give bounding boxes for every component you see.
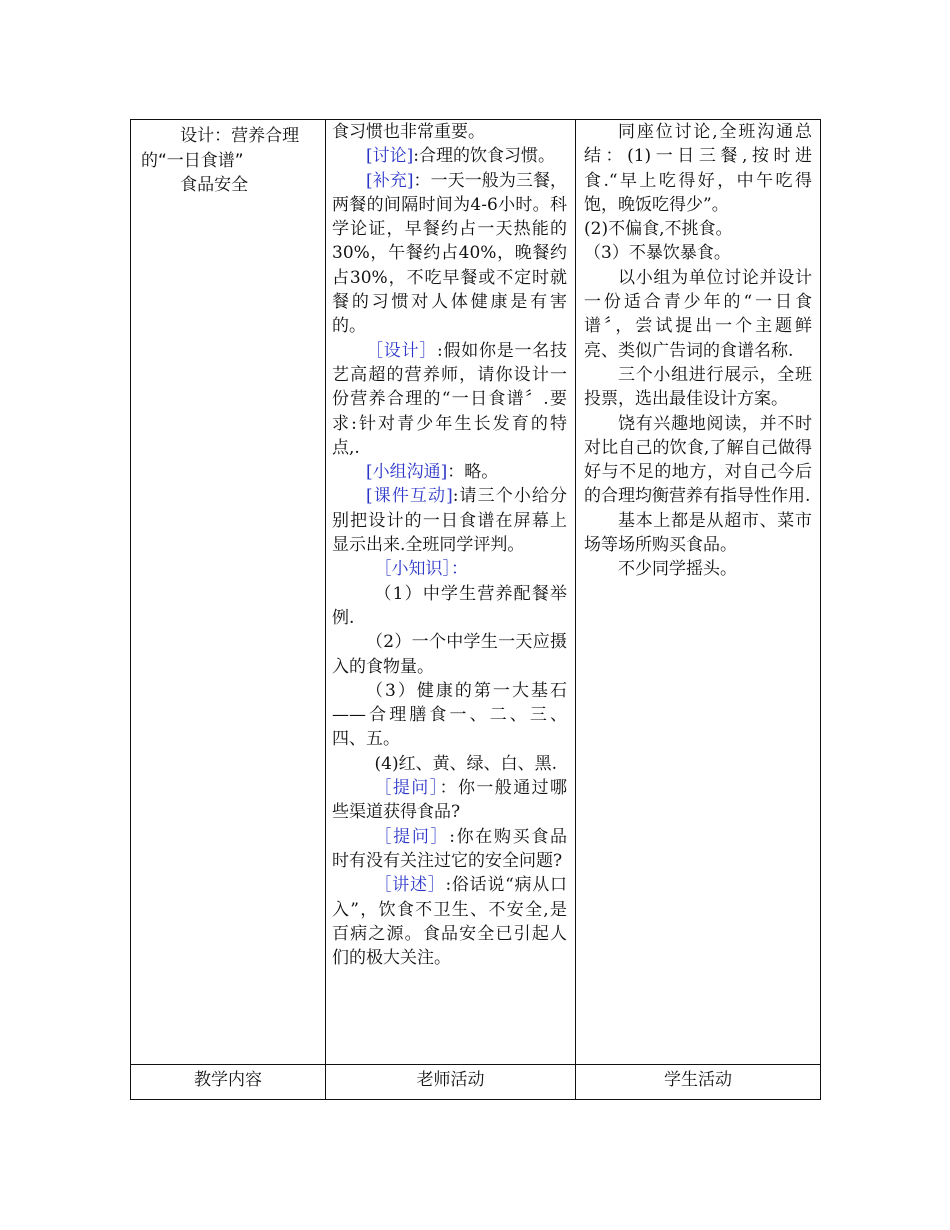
student-text: 饶有兴趣地阅读，并不时对比自己的饮食,了解自己做得好与不足的地方，对自己今后的合理均衡营养有指导性作用.: [584, 413, 812, 507]
teacher-text: :假如你是一名技艺高超的营养师，请你设计一份营养合理的“一日食谱〞.要求:针对青少年生长发育的特点,.: [332, 340, 568, 458]
knowledge-tag: ［小知识］：: [374, 559, 468, 580]
lesson-plan-table: [130, 119, 821, 1100]
teacher-activity-cell: [326, 120, 576, 1065]
content-line-3: 食品安全: [180, 175, 249, 195]
question-tag: ［提问］: [374, 826, 450, 847]
teacher-text: ：一天一般为三餐，两餐的间隔时间为4-6小时。科学论证，早餐约占一天热能的30%，午餐约占40%，晚餐约占30%，不吃早餐或不定时就餐的习惯对人体健康是有害的。: [332, 170, 568, 337]
group-communication-tag: [小组沟通]: [366, 462, 448, 483]
content-line-2: 的“一日食谱”: [141, 150, 244, 171]
student-activity-cell: [576, 120, 821, 1065]
teacher-text: （2）一个中学生一天应摄入的食物量。: [332, 632, 567, 677]
content-cell: [131, 120, 326, 1065]
content-line-1: 设计：营养合理: [180, 126, 300, 146]
teacher-text: :请三个小给分别把设计的一日食谱在屏幕上显示出来.全班同学评判。: [332, 486, 568, 556]
header-content: 教学内容: [131, 1065, 326, 1100]
student-text: (2)不偏食,不挑食。: [584, 219, 733, 240]
student-text: 同座位讨论,全班沟通总结：(1)一日三餐,按时进食.“早上吃得好，中午吃得饱，晚饭吃得少”。: [584, 122, 812, 215]
question-tag: ［提问］: [374, 778, 440, 799]
table-row: [131, 120, 821, 1065]
student-text: 不少同学摇头。: [618, 559, 737, 580]
teacher-text: （3）健康的第一大基石——合理膳食一、二、三、四、五。: [332, 680, 567, 750]
courseware-interaction-tag: [课件互动]: [366, 486, 453, 507]
discussion-tag: [讨论]: [366, 146, 414, 167]
student-text: 以小组为单位讨论并设计一份适合青少年的“一日食谱〞，尝试提出一个主题鲜亮、类似广告词的食谱名称.: [584, 267, 812, 361]
teacher-text: :你在购买食品时有没有关注过它的安全问题?: [332, 826, 568, 871]
student-text: （3）不暴饮暴食。: [584, 243, 731, 264]
table-header-row: [131, 1065, 821, 1100]
teacher-text: ：略。: [447, 462, 499, 483]
student-text: 三个小组进行展示，全班投票，选出最佳设计方案。: [584, 364, 812, 410]
teacher-text: （1）中学生营养配餐举例.: [332, 583, 567, 628]
teacher-text: 食习惯也非常重要。: [332, 122, 485, 142]
header-teacher-activity: 老师活动: [326, 1065, 576, 1100]
student-text: 基本上都是从超市、菜市场等场所购买食品。: [584, 510, 812, 556]
teacher-text: (4)红、黄、绿、白、黑.: [374, 753, 557, 774]
teacher-text: ：你一般通过哪些渠道获得食品?: [332, 778, 568, 823]
narration-tag: ［讲述］: [374, 875, 446, 896]
supplement-tag: [补充]: [366, 170, 414, 191]
teacher-text: :合理的饮食习惯。: [413, 146, 555, 167]
teacher-text: :俗话说“病从口入”，饮食不卫生、不安全,是百病之源。食品安全已引起人们的极大关注。: [332, 875, 567, 969]
design-tag: ［设计］: [366, 340, 438, 361]
header-student-activity: 学生活动: [576, 1065, 821, 1100]
